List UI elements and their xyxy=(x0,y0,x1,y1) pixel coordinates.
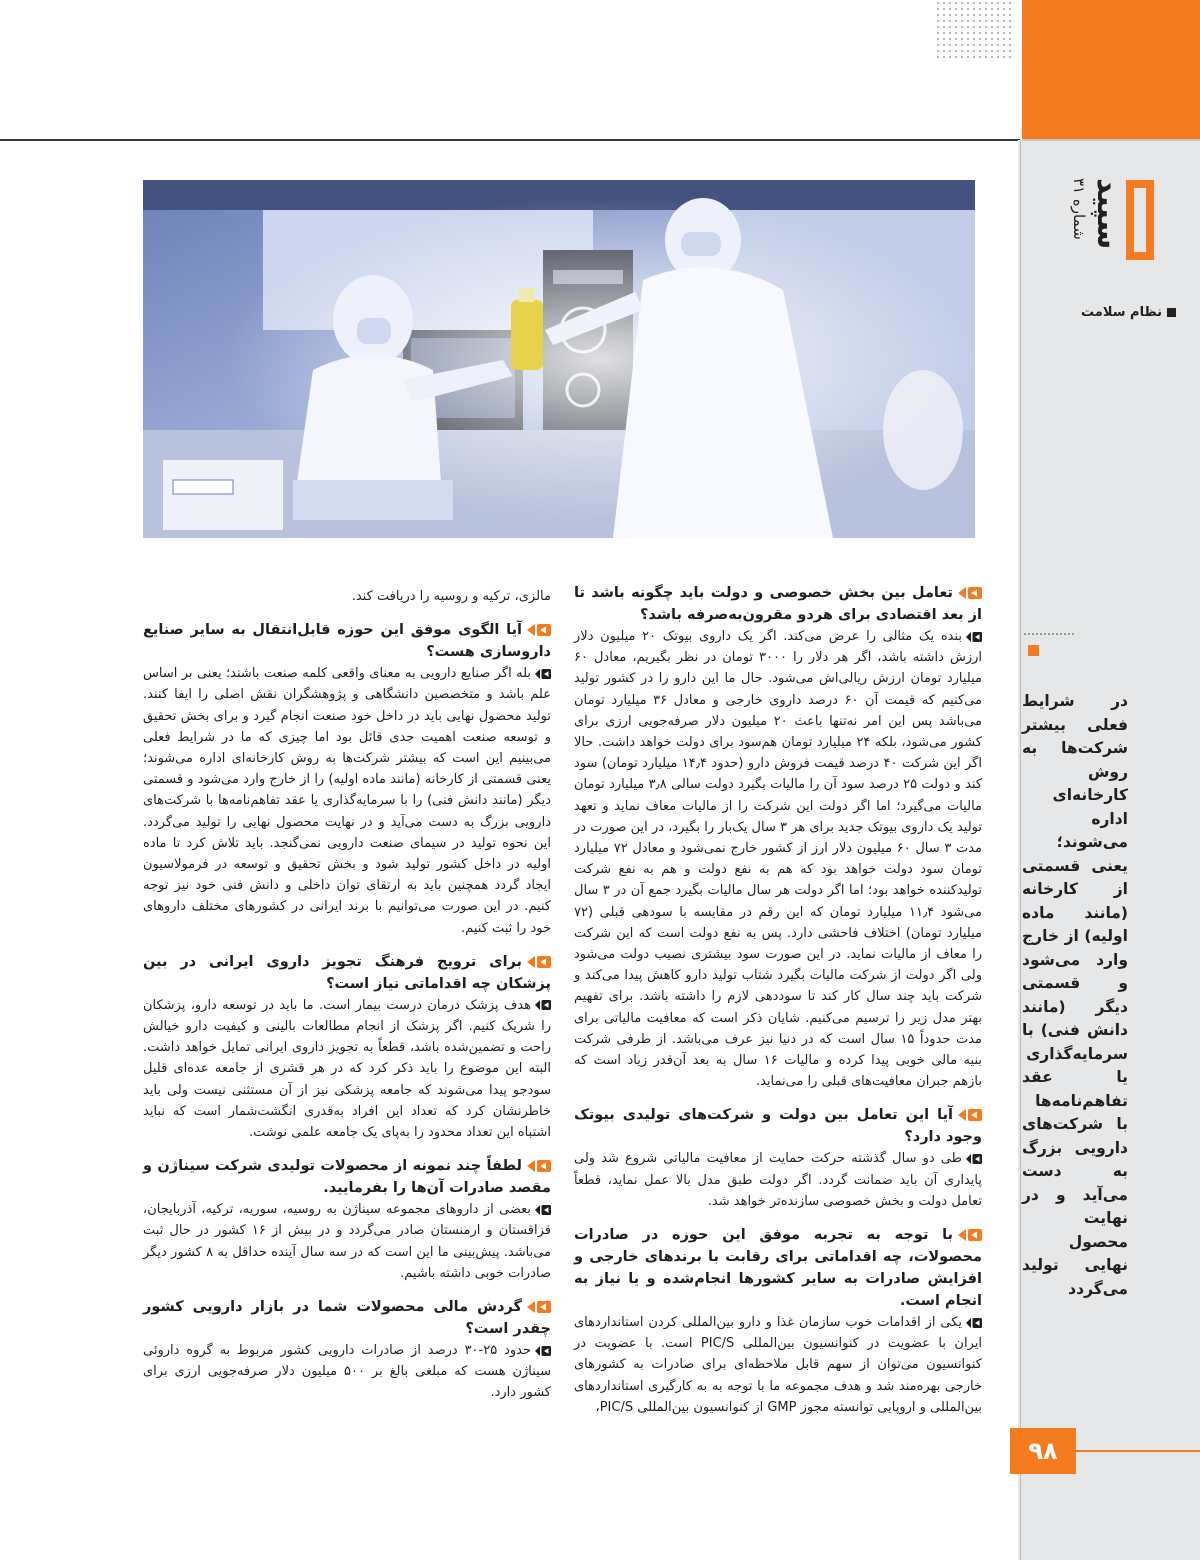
heading-s4: آیا الگوی موفق این حوزه قابل‌انتقال به سایر صنایع داروسازی هست؟ xyxy=(143,622,551,661)
bottle xyxy=(511,288,543,370)
paragraph-s3: یکی از اقدامات خوب سازمان غذا و دارو بین‌المللی کردن استانداردهای ایران با عضویت در کنوانسیون بین‌المللی PIC/S است. با عضویت در کنوانسیون می‌توان از سهم قابل ملاحظه‌ای برای صادرات به کشورهای خارجی بهره‌مند شد و هدف مجموعه ما با توجه به به کارگیری استانداردهای بین‌المللی و اروپایی توانسته مجوز GMP از کنوانسیون بین‌المللی PIC/S، xyxy=(574,1315,982,1415)
paragraph-s2: طی دو سال گذشته حرکت حمایت از معافیت مالیاتی شروع شد ولی پایداری آن باید ضمانت گردد. اگر دولت طبق مدل بالا عمل نماید، قطعاً تعامل دولت و بخش خصوصی سازنده‌تر خواهد شد. xyxy=(574,1151,982,1209)
page-number: ۹۸ xyxy=(1010,1428,1076,1474)
answer-bullet-icon xyxy=(535,669,551,679)
header-accent-block xyxy=(1022,0,1200,142)
logo-text: سپید xyxy=(1090,178,1125,250)
answer-bullet-icon xyxy=(535,1346,551,1356)
question-bullet-icon xyxy=(527,956,551,968)
section-square-icon xyxy=(1167,308,1176,317)
question-bullet-icon xyxy=(958,1109,982,1121)
paragraph-s5: هدف پزشک درمان درست بیمار است. ما باید در توسعه دارو، پزشکان را شریک کنیم. اگر پزشک از انجام مطالعات بالینی و کیفیت دارو خیالش راحت و تضمین‌شده باشد، قطعاً به تجویز داروی ایرانی تمایل خواهد داشت. البته این موضوع را باید ذکر کرد که در هر قشری از جامعه عده‌ای قلیل سودجو پیدا می‌شوند که جامعه پزشکی نیز از آن مستثنی نیست ولی باید خاطرنشان کرد که تعداد این افراد به‌قدری انگشت‌شمار است که نباید اشتباه این تعداد محدود را به‌پای یک جامعه علمی نوشت. xyxy=(143,997,551,1141)
lab-photo xyxy=(143,180,975,538)
decorative-dot-grid xyxy=(935,0,1015,58)
issue-label: شماره ۳۱ xyxy=(1070,178,1088,240)
page-number-rule xyxy=(1076,1450,1200,1452)
sidebar-divider xyxy=(1020,140,1021,1560)
right-column xyxy=(574,582,982,1418)
sidebar-top-rule xyxy=(1022,139,1200,141)
heading-s6: لطفاً چند نمونه از محصولات تولیدی شرکت سیناژن و مقصد صادرات آن‌ها را بفرمایید. xyxy=(143,1158,551,1197)
heading-s7: گردش مالی محصولات شما در بازار دارویی کشور چقدر است؟ xyxy=(143,1299,551,1338)
heading-s3: با توجه به تجربه موفق این حوزه در صادرات محصولات، چه اقداماتی برای رقابت با برندهای خارجی و افزایش صادرات به سایر کشورها انجام‌شده و یا نیاز به انجام است. xyxy=(574,1227,982,1310)
magazine-logo xyxy=(1068,170,1160,270)
paragraph-s1: بنده یک مثالی را عرض می‌کند. اگر یک داروی بیوتک ۲۰ میلیون دلار ارزش داشته باشد، اگر هر دلار را ۳۰۰۰ تومان در نظر بگیریم، معادل ۶۰ میلیارد تومان ارزش ریالی‌اش می‌شود. حال ما این دارو را در کشور تولید می‌کنیم که قیمت آن ۶۰ درصد داروی خارجی و معادل ۳۶ میلیارد تومان می‌باشد پس این امر نه‌تنها باعث ۲۰ میلیون دلار صرفه‌جویی ارزی برای کشور می‌شود، بلکه ۲۴ میلیارد تومان هم‌سود برای دولت خواهد داشت. حالا اگر این شرکت ۴۰ درصد قیمت فروش دارو (حدود ۱۴٫۴ میلیارد تومان) سود کند و دولت ۲۵ درصد سود آن را مالیات بگیرد دولت سالی ۳٫۸ میلیارد تومان مالیات می‌گیرد؛ اما اگر دولت این شرکت را از مالیات معاف نماید و تعهد تولید یک داروی بیوتک جدید برای هر ۳ سال یک‌بار را بگیرد، در این صورت در مدت ۳ سال ۶۰ میلیون دلار ارز از کشور خارج نمی‌شود و معادل ۷۲ میلیارد تومان سود دولت خواهد بود که هم به نفع دولت و هم به نفع شرکت تولیدکننده خواهد بود؛ اما اگر دولت هر سال مالیات بگیرد جمع آن در ۳ سال می‌شود ۱۱٫۴ میلیارد تومان که این رقم در مقایسه با سودهی قبلی (۷۲ میلیارد تومان) اختلاف فاحشی دارد. پس به نفع دولت است که این شرکت را معاف از مالیات نماید. در این صورت سود بیشتری نصیب دولت می‌شود ولی اگر دولت از شرکت مالیات بگیرد شتاب تولید دارو کاهش پیدا می‌کند و شرکت باید چند سال کار کند تا سوددهی لازم را داشته باشد. برای تفهیم بهتر مدل زیر را ترسیم می‌کنیم. شایان ذکر است که معافیت مالیاتی برای مدت حدوداً ۱۵ سال است که در دنیا نیز عرف می‌باشد. از طرفی شرکت بنیه مالی خوبی پیدا کرده و مالیات ۱۶ سال به بعد آن‌قدر زیاد است که بازهم جبران معافیت‌های قبلی را می‌نماید. xyxy=(574,629,983,1090)
pullquote-dotted-rule xyxy=(1024,633,1074,635)
header-rule xyxy=(0,139,1020,141)
paragraph-s6: بعضی از داروهای مجموعه سیناژن به روسیه، سوریه، ترکیه، آذربایجان، قزاقستان و ارمنستان صادر می‌گردد و در بیش از ۱۶ کشور در حال ثبت می‌باشد. پیش‌بینی ما این است که در سه سال آینده حداقل به ۸ کشور دیگر صادرات خوبی داشته باشیم. xyxy=(143,1202,552,1281)
question-bullet-icon xyxy=(527,624,551,636)
question-bullet-icon xyxy=(958,1229,982,1241)
answer-bullet-icon xyxy=(966,632,982,642)
answer-bullet-icon xyxy=(535,1000,551,1010)
heading-s1: تعامل بین بخش خصوصی و دولت باید چگونه باشد تا از بعد اقتصادی برای هردو مقرون‌به‌صرفه باشد؟ xyxy=(574,585,982,623)
pullquote-square-icon xyxy=(1028,645,1039,656)
section-label xyxy=(1036,305,1176,320)
question-bullet-icon xyxy=(527,1160,551,1172)
question-bullet-icon xyxy=(958,587,982,599)
left-column xyxy=(143,586,551,1404)
answer-bullet-icon xyxy=(966,1154,982,1164)
paragraph-s7: حدود ۲۵-۳۰ درصد از صادرات دارویی کشور مربوط به گروه داروئی سیناژن هست که مبلغی بالغ بر ۵۰۰ میلیون دلار صرفه‌جویی ارزی برای کشور دارد. xyxy=(143,1343,551,1401)
heading-s2: آیا این تعامل بین دولت و شرکت‌های تولیدی بیوتک وجود دارد؟ xyxy=(574,1107,982,1146)
continuation-text: مالزی، ترکیه و روسیه را دریافت کند. xyxy=(351,589,551,604)
question-bullet-icon xyxy=(527,1301,551,1313)
heading-s5: برای ترویج فرهنگ تجویز داروی ایرانی در بین پزشکان چه اقداماتی نیاز است؟ xyxy=(143,953,551,992)
answer-bullet-icon xyxy=(966,1318,982,1328)
answer-bullet-icon xyxy=(535,1205,551,1215)
pullquote: در شرایط فعلی بیشتر شرکت‌ها به روش کارخانه‌ای اداره می‌شوند؛ یعنی قسمتی از کارخانه (مانند ماده اولیه) از خارج وارد می‌شود و قسمتی دیگر (مانند دانش فنی) با سرمایه‌گذاری یا عقد تفاهم‌نامه‌ها با شرکت‌های دارویی بزرگ به دست می‌آید و در نهایت محصول نهایی تولید می‌گردد xyxy=(1022,692,1128,1298)
section-label-text: نظام سلامت xyxy=(1081,305,1162,320)
paragraph-s4: بله اگر صنایع دارویی به معنای واقعی کلمه صنعت باشند؛ یعنی بر اساس علم باشد و متخصصین دانشگاهی و پژوهشگران نقش اصلی را ایفا کنند. تولید محصول نهایی باید در داخل خود صنعت انجام گیرد و برای بخش تحقیق و توسعه صنعت اهمیت جدی قائل بود اما چیزی که ما در شرایط فعلی می‌بینیم این است که بیشتر شرکت‌ها به روش کارخانه‌ای اداره می‌شوند؛ یعنی قسمتی از کارخانه (مانند ماده اولیه) را از خارج وارد می‌شود و قسمتی دیگر (مانند دانش فنی) را با سرمایه‌گذاری یا عقد تفاهم‌نامه‌ها با شرکت‌های دارویی بزرگ به دست می‌آید و در نهایت محصول نهایی را تولید می‌گردد. این نحوه تولید در سیمای صنعت دارویی نمی‌گنجد. باید تلاش کرد تا ماده اولیه در داخل کشور تولید شود و بخش تحقیق و توسعه در فرمولاسیون ایجاد گردد همچنین باید به ارتقای توان داخلی و دانش فنی خود نیز توجه کنیم. در این صورت می‌توانیم با برند ایرانی در کشورهای مختلف داروهای خود را ثبت کنیم. xyxy=(143,666,551,936)
